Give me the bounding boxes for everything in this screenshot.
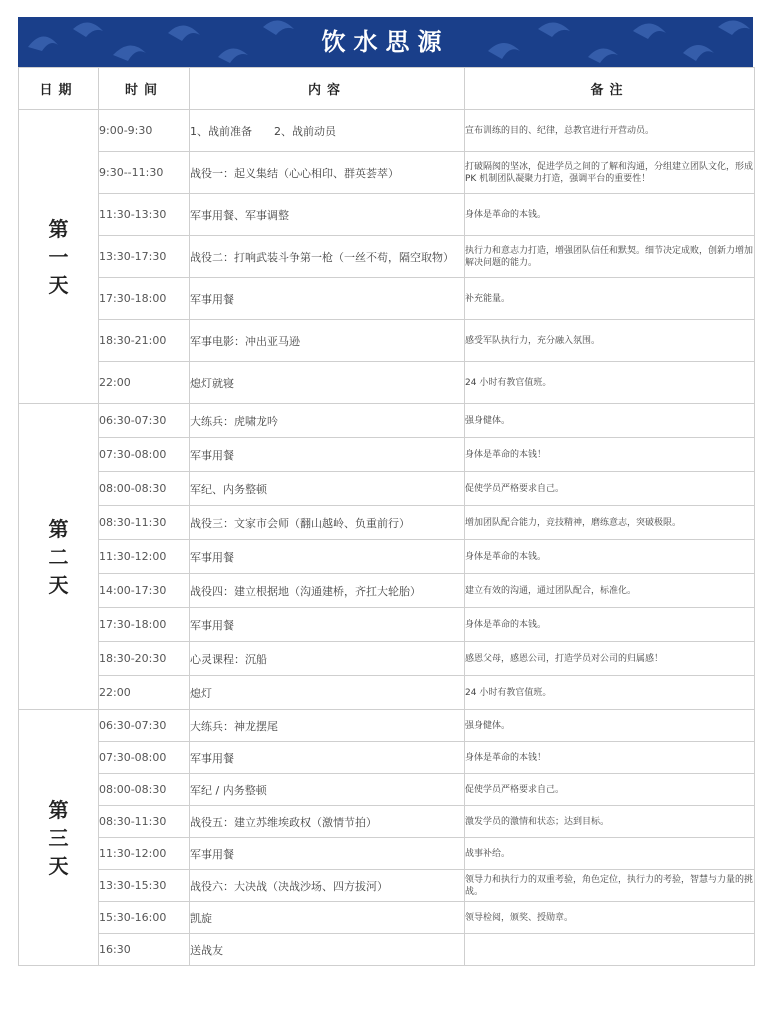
time-cell: 06:30-07:30: [99, 710, 190, 742]
table-row: [19, 902, 755, 934]
note-cell: 激发学员的激情和状态；达到目标。: [465, 806, 755, 838]
table-row: [19, 540, 755, 574]
table-row: [19, 838, 755, 870]
content-cell: 战役三：文家市会师（翻山越岭、负重前行）: [190, 506, 465, 540]
note-cell: 强身健体。: [465, 710, 755, 742]
note-cell: 身体是革命的本钱！: [465, 742, 755, 774]
day-label-1: 第 一 天: [19, 110, 99, 404]
time-cell: 13:30-17:30: [99, 236, 190, 278]
time-cell: 07:30-08:00: [99, 742, 190, 774]
time-cell: 11:30-12:00: [99, 540, 190, 574]
content-cell: 战役六：大决战（决战沙场、四方拔河）: [190, 870, 465, 902]
time-cell: 14:00-17:30: [99, 574, 190, 608]
header-time: 时间: [99, 68, 190, 110]
title-banner: [18, 17, 753, 67]
time-cell: 07:30-08:00: [99, 438, 190, 472]
day-label-2: 第 二 天: [19, 404, 99, 710]
content-cell: 战役四：建立根据地（沟通建桥，齐扛大轮胎）: [190, 574, 465, 608]
table-row: [19, 362, 755, 404]
page-title: 饮水思源: [321, 28, 450, 56]
content-cell: 送战友: [190, 934, 465, 966]
content-cell: 军事用餐: [190, 540, 465, 574]
table-row: [19, 710, 755, 742]
table-row: [19, 934, 755, 966]
table-row: [19, 642, 755, 676]
note-cell: 强身健体。: [465, 404, 755, 438]
time-cell: 11:30-12:00: [99, 838, 190, 870]
table-row: [19, 742, 755, 774]
table-row: [19, 774, 755, 806]
note-cell: 增加团队配合能力，竞技精神，磨练意志，突破极限。: [465, 506, 755, 540]
table-row: [19, 438, 755, 472]
table-row: [19, 870, 755, 902]
time-cell: 22:00: [99, 362, 190, 404]
note-cell: 补充能量。: [465, 278, 755, 320]
note-cell: 领导力和执行力的双重考验，角色定位，执行力的考验，智慧与力量的挑战。: [465, 870, 755, 902]
table-row: [19, 676, 755, 710]
schedule-table: [18, 67, 755, 966]
time-cell: 08:00-08:30: [99, 472, 190, 506]
note-cell: 宣布训练的目的、纪律，总教官进行开营动员。: [465, 110, 755, 152]
note-cell: 身体是革命的本钱！: [465, 438, 755, 472]
header-content: 内容: [190, 68, 465, 110]
note-cell: 打破隔阂的坚冰，促进学员之间的了解和沟通，分组建立团队文化，形成 PK 机制团队凝聚力打造，强调平台的重要性！: [465, 152, 755, 194]
content-cell: 凯旋: [190, 902, 465, 934]
table-row: [19, 278, 755, 320]
content-cell: 军事用餐: [190, 838, 465, 870]
table-row: [19, 320, 755, 362]
content-cell: 军事用餐: [190, 742, 465, 774]
table-row: [19, 608, 755, 642]
note-cell: 促使学员严格要求自己。: [465, 472, 755, 506]
time-cell: 13:30-15:30: [99, 870, 190, 902]
content-cell: 1、战前准备 2、战前动员: [190, 110, 465, 152]
note-cell: 执行力和意志力打造，增强团队信任和默契。细节决定成败，创新力增加解决问题的能力。: [465, 236, 755, 278]
note-cell: [465, 934, 755, 966]
content-cell: 熄灯就寝: [190, 362, 465, 404]
table-row: [19, 574, 755, 608]
time-cell: 15:30-16:00: [99, 902, 190, 934]
time-cell: 11:30-13:30: [99, 194, 190, 236]
table-row: [19, 194, 755, 236]
content-cell: 军事用餐: [190, 608, 465, 642]
time-cell: 9:30--11:30: [99, 152, 190, 194]
content-cell: 军事用餐、军事调整: [190, 194, 465, 236]
content-cell: 熄灯: [190, 676, 465, 710]
header-row: [19, 68, 755, 110]
content-cell: 军纪、内务整顿: [190, 472, 465, 506]
content-cell: 军事用餐: [190, 438, 465, 472]
content-cell: 大练兵：虎啸龙吟: [190, 404, 465, 438]
content-cell: 战役一：起义集结（心心相印、群英荟萃）: [190, 152, 465, 194]
note-cell: 24 小时有教官值班。: [465, 362, 755, 404]
note-cell: 24 小时有教官值班。: [465, 676, 755, 710]
content-cell: 心灵课程：沉船: [190, 642, 465, 676]
header-note: 备注: [465, 68, 755, 110]
header-date: 日期: [19, 68, 99, 110]
content-cell: 军事用餐: [190, 278, 465, 320]
day-label-3: 第 三 天: [19, 710, 99, 966]
table-row: [19, 506, 755, 540]
time-cell: 16:30: [99, 934, 190, 966]
note-cell: 战事补给。: [465, 838, 755, 870]
note-cell: 身体是革命的本钱。: [465, 540, 755, 574]
time-cell: 18:30-20:30: [99, 642, 190, 676]
content-cell: 战役五：建立苏维埃政权（激情节拍）: [190, 806, 465, 838]
note-cell: 促使学员严格要求自己。: [465, 774, 755, 806]
table-row: [19, 806, 755, 838]
content-cell: 军事电影：冲出亚马逊: [190, 320, 465, 362]
table-row: [19, 472, 755, 506]
content-cell: 大练兵：神龙摆尾: [190, 710, 465, 742]
time-cell: 08:30-11:30: [99, 506, 190, 540]
table-row: [19, 236, 755, 278]
content-cell: 战役二：打响武装斗争第一枪（一丝不苟，隔空取物）: [190, 236, 465, 278]
time-cell: 17:30-18:00: [99, 608, 190, 642]
table-row: [19, 110, 755, 152]
table-row: [19, 404, 755, 438]
note-cell: 领导检阅，颁奖、授勋章。: [465, 902, 755, 934]
note-cell: 感受军队执行力，充分融入氛围。: [465, 320, 755, 362]
time-cell: 9:00-9:30: [99, 110, 190, 152]
time-cell: 08:30-11:30: [99, 806, 190, 838]
time-cell: 08:00-08:30: [99, 774, 190, 806]
note-cell: 身体是革命的本钱。: [465, 194, 755, 236]
time-cell: 06:30-07:30: [99, 404, 190, 438]
note-cell: 感恩父母，感恩公司，打造学员对公司的归属感！: [465, 642, 755, 676]
content-cell: 军纪 / 内务整顿: [190, 774, 465, 806]
table-row: [19, 152, 755, 194]
time-cell: 17:30-18:00: [99, 278, 190, 320]
note-cell: 身体是革命的本钱。: [465, 608, 755, 642]
time-cell: 22:00: [99, 676, 190, 710]
note-cell: 建立有效的沟通，通过团队配合，标准化。: [465, 574, 755, 608]
time-cell: 18:30-21:00: [99, 320, 190, 362]
